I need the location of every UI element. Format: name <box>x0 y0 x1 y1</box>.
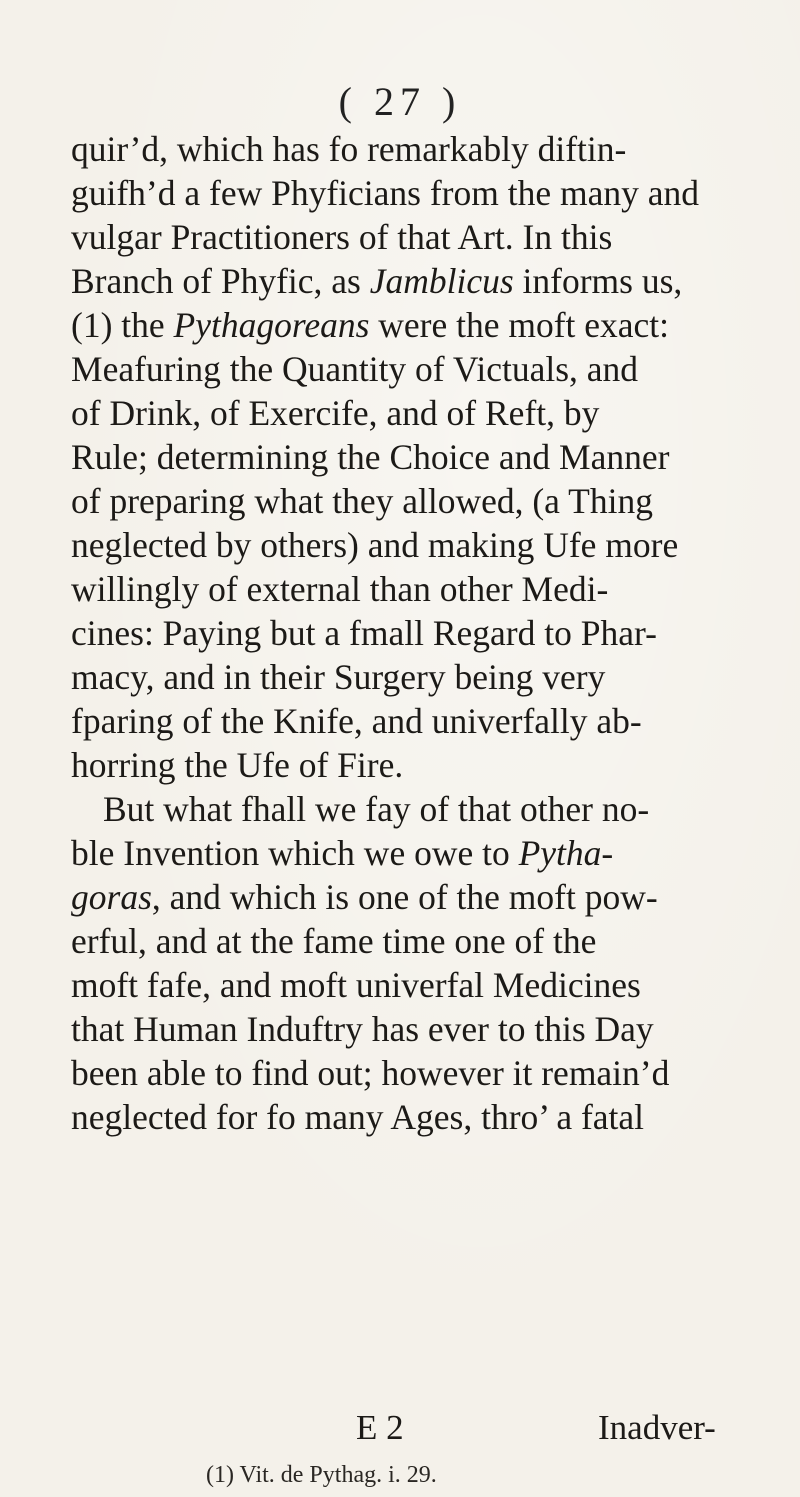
text-line: cines: Paying but a fmall Regard to Phar- <box>71 613 657 653</box>
text-line: that Human Induftry has ever to this Day <box>71 1009 654 1049</box>
text-line: ble Invention which we owe to Pytha- <box>71 833 614 873</box>
text-line: But what fhall we fay of that other no- <box>103 789 650 829</box>
text-line: Branch of Phyfic, as Jamblicus informs us, <box>71 261 683 301</box>
text-line: horring the Ufe of Fire. <box>71 745 404 785</box>
text-line: Rule; determining the Choice and Manner <box>71 437 670 477</box>
text-line: goras, and which is one of the moft pow- <box>71 877 658 917</box>
text-line: quir’d, which has fo remarkably diftin- <box>71 129 627 169</box>
text-line: vulgar Practitioners of that Art. In this <box>71 217 613 257</box>
text-line: Meafuring the Quantity of Victuals, and <box>71 349 639 389</box>
text-line: been able to find out; however it remain’d <box>71 1053 670 1093</box>
page-number: ( 27 ) <box>338 79 462 124</box>
text-line: guifh’d a few Phyficians from the many and <box>71 173 699 213</box>
text-line: fparing of the Knife, and univerfally ab- <box>71 701 642 741</box>
text-line: macy, and in their Surgery being very <box>71 657 606 697</box>
catchword: Inadver- <box>598 1408 716 1447</box>
text-line: of preparing what they allowed, (a Thing <box>71 481 653 521</box>
footnote: (1) Vit. de Pythag. i. 29. <box>206 1462 437 1488</box>
text-line: moft fafe, and moft univerfal Medicines <box>71 965 641 1005</box>
text-line: (1) the Pythagoreans were the moft exact: <box>71 305 670 345</box>
text-line: neglected by others) and making Ufe more <box>71 525 679 565</box>
signature-mark: E 2 <box>356 1408 404 1447</box>
text-line: erful, and at the fame time one of the <box>71 921 597 961</box>
text-line: of Drink, of Exercife, and of Reft, by <box>71 393 600 433</box>
text-line: willingly of external than other Medi- <box>71 569 609 609</box>
text-line: neglected for fo many Ages, thro’ a fatal <box>71 1097 645 1137</box>
